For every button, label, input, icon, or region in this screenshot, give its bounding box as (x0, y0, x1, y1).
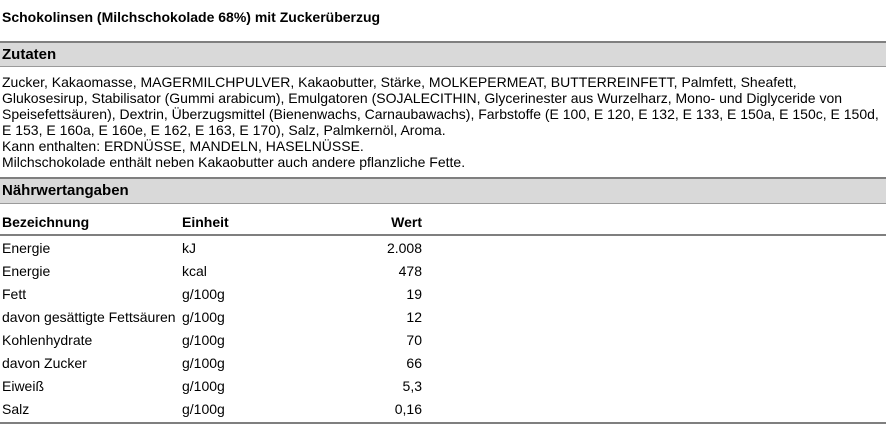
table-row (0, 259, 886, 282)
ingredients-heading: Zutaten (0, 41, 886, 67)
nutrient-value: 19 (406, 286, 422, 302)
fat-note: Milchschokolade enthält neben Kakaobutter auch andere pflanzliche Fette. (2, 154, 466, 170)
nutrient-name: Kohlenhydrate (2, 332, 93, 348)
nutrient-unit: g/100g (180, 397, 314, 423)
table-row (0, 305, 886, 328)
nutrient-value: 12 (406, 309, 422, 325)
nutrition-header-row (0, 211, 886, 235)
row-spacer (424, 235, 886, 259)
row-spacer (424, 328, 886, 351)
column-header-name: Bezeichnung (0, 211, 180, 235)
nutrient-name: davon gesättigte Fettsäuren (2, 309, 176, 325)
nutrient-unit: g/100g (182, 332, 225, 348)
nutrient-unit: g/100g (182, 286, 225, 302)
table-row (0, 351, 886, 374)
nutrient-name: Energie (2, 240, 51, 256)
nutrient-unit: g/100g (182, 355, 225, 371)
nutrient-value: 0,16 (314, 397, 424, 423)
nutrient-value: 5,3 (402, 378, 422, 394)
row-spacer (424, 259, 886, 282)
nutrient-value: 66 (406, 355, 422, 371)
nutrient-value: 478 (398, 263, 422, 279)
nutrient-unit: kJ (182, 240, 196, 256)
row-spacer (424, 282, 886, 305)
column-header-value: Wert (314, 211, 424, 235)
table-row (0, 328, 886, 351)
row-spacer (424, 305, 886, 328)
product-title: Schokolinsen (Milchschokolade 68%) mit Zuckerüberzug (2, 9, 381, 25)
allergen-notice: Kann enthalten: ERDNÜSSE, MANDELN, HASELNÜSSE. (2, 138, 364, 154)
row-spacer (424, 374, 886, 397)
table-row (0, 374, 886, 397)
row-spacer (424, 351, 886, 374)
column-header-spacer (424, 211, 886, 235)
ingredients-text: Zucker, Kakaomasse, MAGERMILCHPULVER, Kakaobutter, Stärke, MOLKEPERMEAT, BUTTERREINFETT, Palmfett, Sheafett, Glukosesirup, Stabilisator (Gummi arabicum), Emulgatoren (SOJALECITHIN, Glycerinester aus Wurzelharz, Mono- und Diglyceride von Speisefettsäuren), Dextrin, Überzugsmittel (Bienenwachs, Carnaubawachs), Farbstoffe (E 100, E 120, E 132, E 133, E 150a, E 150c, E 150d, E 153, E 160a, E 160e, E 162, E 163, E 170), Salz, Palmkernöl, Aroma. (2, 74, 879, 138)
table-row (0, 397, 886, 423)
nutrient-unit: g/100g (182, 309, 225, 325)
nutrient-value: 2.008 (386, 240, 422, 256)
nutrient-value: 70 (406, 332, 422, 348)
nutrient-name: Energie (2, 263, 51, 279)
ingredients-section (2, 74, 886, 170)
nutrient-name: davon Zucker (2, 355, 87, 371)
nutrition-table (0, 211, 886, 424)
nutrient-unit: g/100g (182, 378, 225, 394)
table-row (0, 282, 886, 305)
column-header-unit: Einheit (180, 211, 314, 235)
nutrient-name: Salz (0, 397, 180, 423)
nutrient-name: Eiweiß (2, 378, 45, 394)
nutrient-name: Fett (2, 286, 27, 302)
row-spacer (424, 397, 886, 423)
nutrient-unit: kcal (182, 263, 207, 279)
nutrition-heading: Nährwertangaben (0, 177, 886, 204)
table-row (0, 235, 886, 259)
